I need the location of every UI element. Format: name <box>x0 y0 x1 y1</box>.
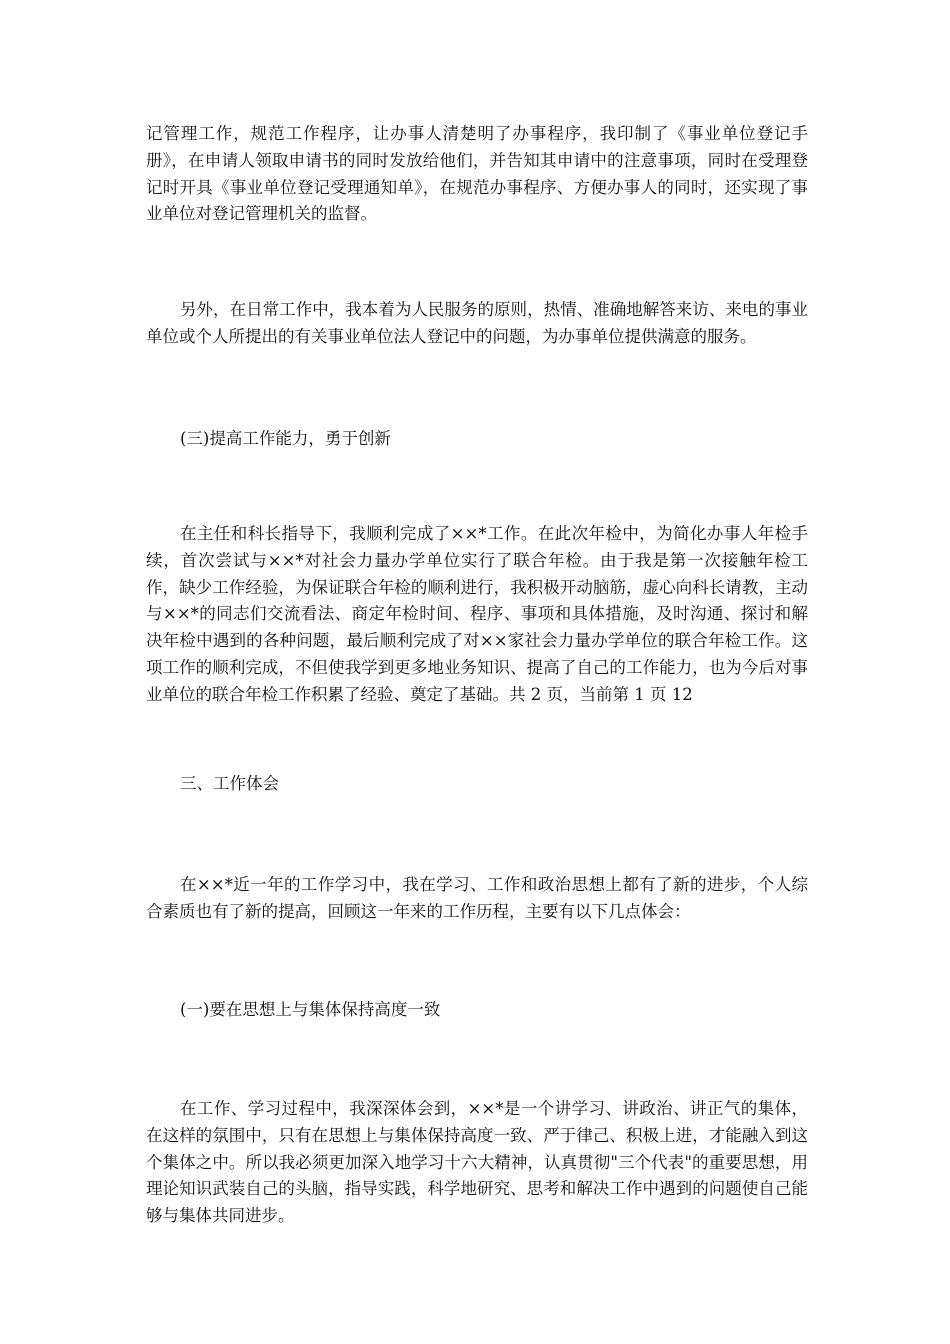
paragraph-annual-inspection: 在主任和科长指导下，我顺利完成了××*工作。在此次年检中，为简化办事人年检手续，首次尝试与××*对社会力量办学单位实行了联合年检。由于我是第一次接触年检工作，缺少工作经验，为保证联合年检的顺利进行，我积极开动脑筋，虚心向科长请教，主动与××*的同志们交流看法、商定年检时间、程序、事项和具体措施，及时沟通、探讨和解决年检中遇到的各种问题，最后顺利完成了对××家社会力量办学单位的联合年检工作。这项工作的顺利完成，不但使我学到更多地业务知识、提高了自己的工作能力，也为今后对事业单位的联合年检工作积累了经验、奠定了基础。共 2 页，当前第 1 页 12 <box>146 524 808 704</box>
paragraph-registration-procedure: 记管理工作，规范工作程序，让办事人清楚明了办事程序，我印制了《事业单位登记手册》，在申请人领取申请书的同时发放给他们，并告知其申请中的注意事项，同时在受理登记时开具《事业单位登记受理通知单》，在规范办事程序、方便办事人的同时，还实现了事业单位对登记管理机关的监督。 <box>146 124 808 224</box>
heading-improve-ability: (三)提高工作能力，勇于创新 <box>180 429 391 448</box>
paragraph-daily-service: 另外，在日常工作中，我本着为人民服务的原则，热情、准确地解答来访、来电的事业单位或个人所提出的有关事业单位法人登记中的问题，为办事单位提供满意的服务。 <box>146 300 808 346</box>
heading-work-experience: 三、工作体会 <box>180 774 279 793</box>
heading-consistency: (一)要在思想上与集体保持高度一致 <box>180 1000 441 1019</box>
paragraph-collective-learning: 在工作、学习过程中，我深深体会到，××*是一个讲学习、讲政治、讲正气的集体，在这样的氛围中，只有在思想上与集体保持高度一致、严于律己、积极上进，才能融入到这个集体之中。所以我必须更加深入地学习十六大精神，认真贯彻"三个代表"的重要思想，用理论知识武装自己的头脑，指导实践，科学地研究、思考和解决工作中遇到的问题使自己能够与集体共同进步。 <box>146 1099 808 1226</box>
paragraph-year-review: 在××*近一年的工作学习中，我在学习、工作和政治思想上都有了新的进步，个人综合素质也有了新的提高，回顾这一年来的工作历程，主要有以下几点体会： <box>146 875 808 921</box>
